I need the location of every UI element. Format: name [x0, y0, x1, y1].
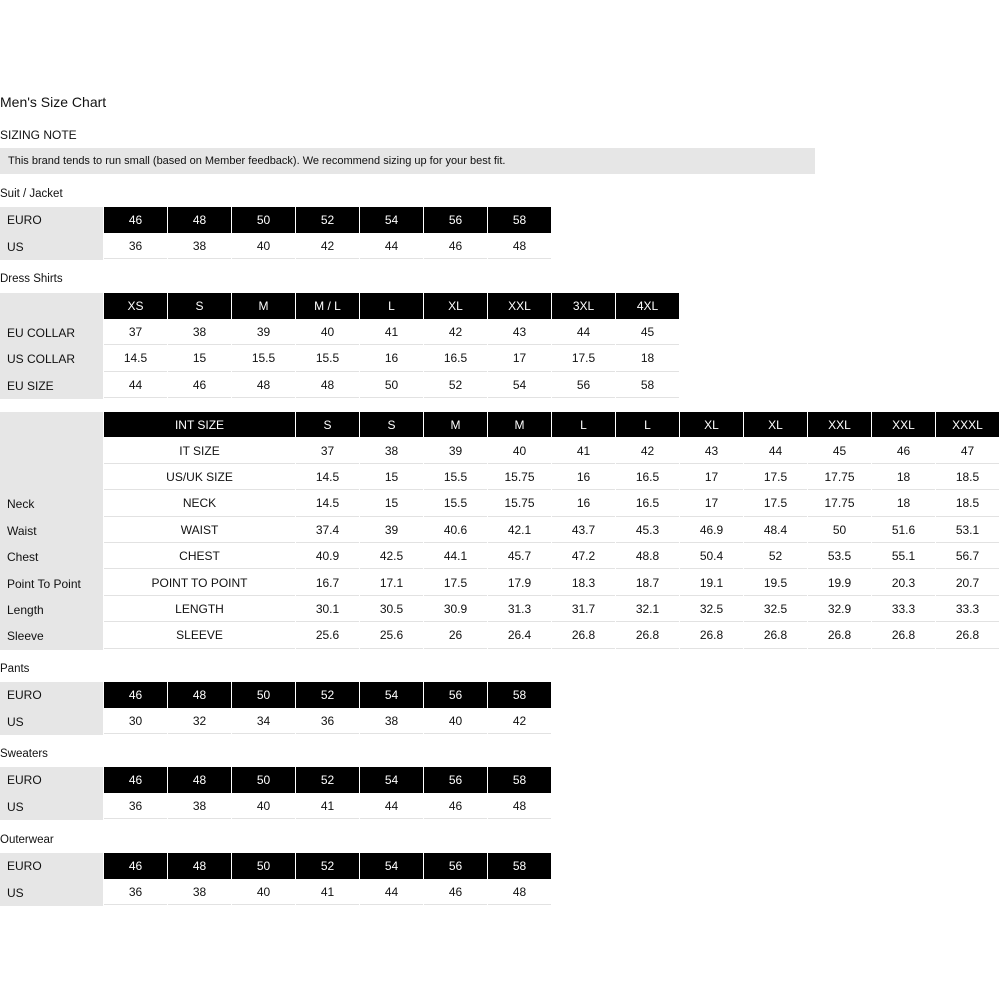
- header-cell: M / L: [296, 293, 359, 319]
- table-cell: 15: [360, 465, 423, 490]
- table-cell: 40: [424, 709, 487, 735]
- header-cell: 54: [360, 853, 423, 879]
- table-cell: 40: [232, 234, 295, 260]
- table-cell: 16: [360, 346, 423, 372]
- table-cell: 58: [616, 373, 679, 399]
- header-cell: 50: [232, 853, 295, 879]
- table-cell: 15.75: [488, 465, 551, 490]
- header-cell: XS: [104, 293, 167, 319]
- section-title-outerwear: Outerwear: [0, 834, 54, 846]
- table-cell: 41: [360, 320, 423, 346]
- table-cell: 55.1: [872, 544, 935, 569]
- row-label: US: [0, 709, 103, 736]
- table-cell: 41: [296, 794, 359, 820]
- header-cell: XL: [680, 412, 743, 437]
- table-cell: 16.7: [296, 570, 359, 595]
- table-cell: 32.5: [680, 597, 743, 622]
- table-cell: 30.5: [360, 597, 423, 622]
- header-cell: 58: [488, 682, 551, 708]
- header-cell: 50: [232, 682, 295, 708]
- row-label: EU COLLAR: [0, 320, 103, 347]
- table-cell: 32.9: [808, 597, 871, 622]
- table-cell: 37.4: [296, 518, 359, 543]
- header-cell: 52: [296, 207, 359, 233]
- table-cell: 18.5: [936, 491, 999, 516]
- table-cell: 36: [104, 794, 167, 820]
- table-cell: 26.8: [872, 623, 935, 648]
- table-cell: 14.5: [296, 491, 359, 516]
- row-label: US: [0, 234, 103, 261]
- header-cell: XL: [744, 412, 807, 437]
- table-cell: WAIST: [104, 518, 295, 543]
- table-cell: 38: [360, 438, 423, 463]
- table-cell: 36: [296, 709, 359, 735]
- table-cell: 15: [360, 491, 423, 516]
- header-cell: S: [296, 412, 359, 437]
- table-cell: 31.7: [552, 597, 615, 622]
- table-cell: 48: [488, 880, 551, 906]
- header-cell: 50: [232, 207, 295, 233]
- table-cell: 17: [488, 346, 551, 372]
- table-cell: 47: [936, 438, 999, 463]
- table-cell: 42: [296, 234, 359, 260]
- table-cell: 15: [168, 346, 231, 372]
- header-cell: XL: [424, 293, 487, 319]
- table-cell: 26.8: [808, 623, 871, 648]
- table-cell: 38: [168, 320, 231, 346]
- table-cell: 17.9: [488, 570, 551, 595]
- table-cell: 26.4: [488, 623, 551, 648]
- table-cell: 26.8: [936, 623, 999, 648]
- header-cell: 46: [104, 207, 167, 233]
- table-cell: 19.5: [744, 570, 807, 595]
- row-label: Chest: [0, 544, 103, 570]
- table-cell: 40: [296, 320, 359, 346]
- header-cell: 52: [296, 682, 359, 708]
- table-cell: 48: [232, 373, 295, 399]
- row-label: EURO: [0, 853, 103, 880]
- table-cell: 45.7: [488, 544, 551, 569]
- table-cell: 52: [424, 373, 487, 399]
- row-label: EURO: [0, 682, 103, 709]
- table-cell: 30.9: [424, 597, 487, 622]
- section-title-pants: Pants: [0, 663, 30, 675]
- table-cell: 26.8: [552, 623, 615, 648]
- header-cell: L: [616, 412, 679, 437]
- table-cell: 44: [744, 438, 807, 463]
- table-cell: 20.3: [872, 570, 935, 595]
- table-cell: 17.1: [360, 570, 423, 595]
- table-cell: 46: [872, 438, 935, 463]
- row-label: Waist: [0, 518, 103, 544]
- table-cell: 18.5: [936, 465, 999, 490]
- table-cell: 17.5: [744, 465, 807, 490]
- table-cell: 42: [488, 709, 551, 735]
- table-cell: 40.6: [424, 518, 487, 543]
- row-label: [0, 438, 103, 464]
- header-cell: 54: [360, 207, 423, 233]
- table-cell: 15.5: [424, 465, 487, 490]
- table-cell: 46: [424, 234, 487, 260]
- header-cell: 48: [168, 682, 231, 708]
- table-cell: 44: [360, 234, 423, 260]
- header-cell: 52: [296, 767, 359, 793]
- table-cell: 53.5: [808, 544, 871, 569]
- table-cell: 30: [104, 709, 167, 735]
- table-cell: 52: [744, 544, 807, 569]
- table-cell: 42.5: [360, 544, 423, 569]
- table-cell: 41: [296, 880, 359, 906]
- table-cell: 51.6: [872, 518, 935, 543]
- row-label: Neck: [0, 491, 103, 517]
- table-cell: 39: [360, 518, 423, 543]
- row-label: US COLLAR: [0, 346, 103, 373]
- header-cell: 56: [424, 682, 487, 708]
- table-cell: 37: [104, 320, 167, 346]
- table-cell: 18: [872, 491, 935, 516]
- table-cell: 18: [616, 346, 679, 372]
- header-cell: 56: [424, 853, 487, 879]
- table-cell: 46.9: [680, 518, 743, 543]
- row-label: Length: [0, 597, 103, 623]
- table-cell: 54: [488, 373, 551, 399]
- table-cell: 44: [552, 320, 615, 346]
- table-cell: 30.1: [296, 597, 359, 622]
- table-cell: 20.7: [936, 570, 999, 595]
- table-cell: 50: [808, 518, 871, 543]
- table-cell: 32: [168, 709, 231, 735]
- header-cell: S: [360, 412, 423, 437]
- table-cell: 46: [168, 373, 231, 399]
- row-label: EURO: [0, 207, 103, 234]
- table-cell: CHEST: [104, 544, 295, 569]
- table-cell: 26.8: [680, 623, 743, 648]
- table-cell: 47.2: [552, 544, 615, 569]
- row-label: [0, 293, 103, 320]
- table-cell: 18.7: [616, 570, 679, 595]
- table-cell: 15.5: [296, 346, 359, 372]
- header-cell: 48: [168, 853, 231, 879]
- table-cell: 48: [488, 234, 551, 260]
- table-cell: 15.5: [424, 491, 487, 516]
- table-cell: 50: [360, 373, 423, 399]
- table-cell: 26.8: [616, 623, 679, 648]
- table-cell: 38: [168, 794, 231, 820]
- header-cell: 46: [104, 853, 167, 879]
- table-cell: 50.4: [680, 544, 743, 569]
- sizing-note-label: SIZING NOTE: [0, 128, 77, 142]
- header-cell: M: [424, 412, 487, 437]
- table-cell: 41: [552, 438, 615, 463]
- table-cell: LENGTH: [104, 597, 295, 622]
- table-cell: 40: [488, 438, 551, 463]
- header-cell: 56: [424, 207, 487, 233]
- table-cell: 17.75: [808, 465, 871, 490]
- header-cell: 3XL: [552, 293, 615, 319]
- row-label: [0, 412, 103, 438]
- table-cell: 43.7: [552, 518, 615, 543]
- row-label: [0, 465, 103, 491]
- sizing-note-text: This brand tends to run small (based on Member feedback). We recommend sizing up for your best fit.: [0, 148, 815, 174]
- table-cell: 26: [424, 623, 487, 648]
- header-cell: 48: [168, 767, 231, 793]
- table-cell: 45: [808, 438, 871, 463]
- row-label: Sleeve: [0, 623, 103, 649]
- table-cell: 16.5: [616, 491, 679, 516]
- table-cell: 48.8: [616, 544, 679, 569]
- page-title: Men's Size Chart: [0, 94, 107, 110]
- table-cell: 34: [232, 709, 295, 735]
- table-cell: 31.3: [488, 597, 551, 622]
- row-label: Point To Point: [0, 570, 103, 596]
- header-cell: 58: [488, 207, 551, 233]
- table-cell: 46: [424, 880, 487, 906]
- table-cell: NECK: [104, 491, 295, 516]
- table-cell: 15.75: [488, 491, 551, 516]
- header-cell: XXXL: [936, 412, 999, 437]
- table-cell: IT SIZE: [104, 438, 295, 463]
- header-cell: L: [552, 412, 615, 437]
- table-cell: 36: [104, 880, 167, 906]
- table-cell: 42: [616, 438, 679, 463]
- table-cell: 15.5: [232, 346, 295, 372]
- header-cell: 48: [168, 207, 231, 233]
- row-label: EU SIZE: [0, 373, 103, 400]
- table-cell: 19.1: [680, 570, 743, 595]
- table-cell: 18: [872, 465, 935, 490]
- table-cell: 36: [104, 234, 167, 260]
- header-cell: M: [488, 412, 551, 437]
- table-cell: 18.3: [552, 570, 615, 595]
- table-cell: 17.5: [424, 570, 487, 595]
- table-cell: 43: [680, 438, 743, 463]
- row-label: US: [0, 880, 103, 907]
- table-cell: SLEEVE: [104, 623, 295, 648]
- table-cell: 40: [232, 880, 295, 906]
- table-cell: 56.7: [936, 544, 999, 569]
- table-cell: 33.3: [872, 597, 935, 622]
- table-cell: 17.5: [744, 491, 807, 516]
- table-cell: 33.3: [936, 597, 999, 622]
- header-cell: XXL: [808, 412, 871, 437]
- table-cell: 25.6: [360, 623, 423, 648]
- table-cell: 16.5: [616, 465, 679, 490]
- header-cell: 46: [104, 767, 167, 793]
- header-cell: 54: [360, 767, 423, 793]
- header-cell: 52: [296, 853, 359, 879]
- header-cell: 56: [424, 767, 487, 793]
- table-cell: 17.75: [808, 491, 871, 516]
- table-cell: 17.5: [552, 346, 615, 372]
- table-cell: 56: [552, 373, 615, 399]
- table-cell: 42: [424, 320, 487, 346]
- table-cell: 38: [168, 234, 231, 260]
- row-label: US: [0, 794, 103, 821]
- table-cell: 17: [680, 491, 743, 516]
- table-cell: 16: [552, 465, 615, 490]
- table-cell: 26.8: [744, 623, 807, 648]
- header-cell: XXL: [488, 293, 551, 319]
- table-cell: 19.9: [808, 570, 871, 595]
- header-cell: 46: [104, 682, 167, 708]
- header-cell: 50: [232, 767, 295, 793]
- section-title-sweaters: Sweaters: [0, 748, 48, 760]
- table-cell: 17: [680, 465, 743, 490]
- table-cell: 45: [616, 320, 679, 346]
- section-title-dress-shirts: Dress Shirts: [0, 273, 63, 285]
- table-cell: 37: [296, 438, 359, 463]
- table-cell: 44: [360, 880, 423, 906]
- table-cell: 38: [168, 880, 231, 906]
- header-cell: 4XL: [616, 293, 679, 319]
- table-cell: 44: [360, 794, 423, 820]
- header-cell: L: [360, 293, 423, 319]
- table-cell: 40: [232, 794, 295, 820]
- table-cell: 44.1: [424, 544, 487, 569]
- table-cell: 14.5: [104, 346, 167, 372]
- table-cell: 16: [552, 491, 615, 516]
- table-cell: 38: [360, 709, 423, 735]
- row-label: EURO: [0, 767, 103, 794]
- table-cell: 32.5: [744, 597, 807, 622]
- table-cell: POINT TO POINT: [104, 570, 295, 595]
- header-cell: 54: [360, 682, 423, 708]
- header-cell: INT SIZE: [104, 412, 295, 437]
- table-cell: 48: [296, 373, 359, 399]
- header-cell: 58: [488, 767, 551, 793]
- table-cell: 53.1: [936, 518, 999, 543]
- table-cell: US/UK SIZE: [104, 465, 295, 490]
- header-cell: M: [232, 293, 295, 319]
- table-cell: 39: [424, 438, 487, 463]
- header-cell: 58: [488, 853, 551, 879]
- table-cell: 45.3: [616, 518, 679, 543]
- table-cell: 44: [104, 373, 167, 399]
- table-cell: 39: [232, 320, 295, 346]
- table-cell: 42.1: [488, 518, 551, 543]
- section-title-suit: Suit / Jacket: [0, 188, 63, 200]
- table-cell: 46: [424, 794, 487, 820]
- table-cell: 14.5: [296, 465, 359, 490]
- table-cell: 32.1: [616, 597, 679, 622]
- table-cell: 48.4: [744, 518, 807, 543]
- header-cell: S: [168, 293, 231, 319]
- table-cell: 16.5: [424, 346, 487, 372]
- table-cell: 25.6: [296, 623, 359, 648]
- header-cell: XXL: [872, 412, 935, 437]
- table-cell: 40.9: [296, 544, 359, 569]
- table-cell: 48: [488, 794, 551, 820]
- table-cell: 43: [488, 320, 551, 346]
